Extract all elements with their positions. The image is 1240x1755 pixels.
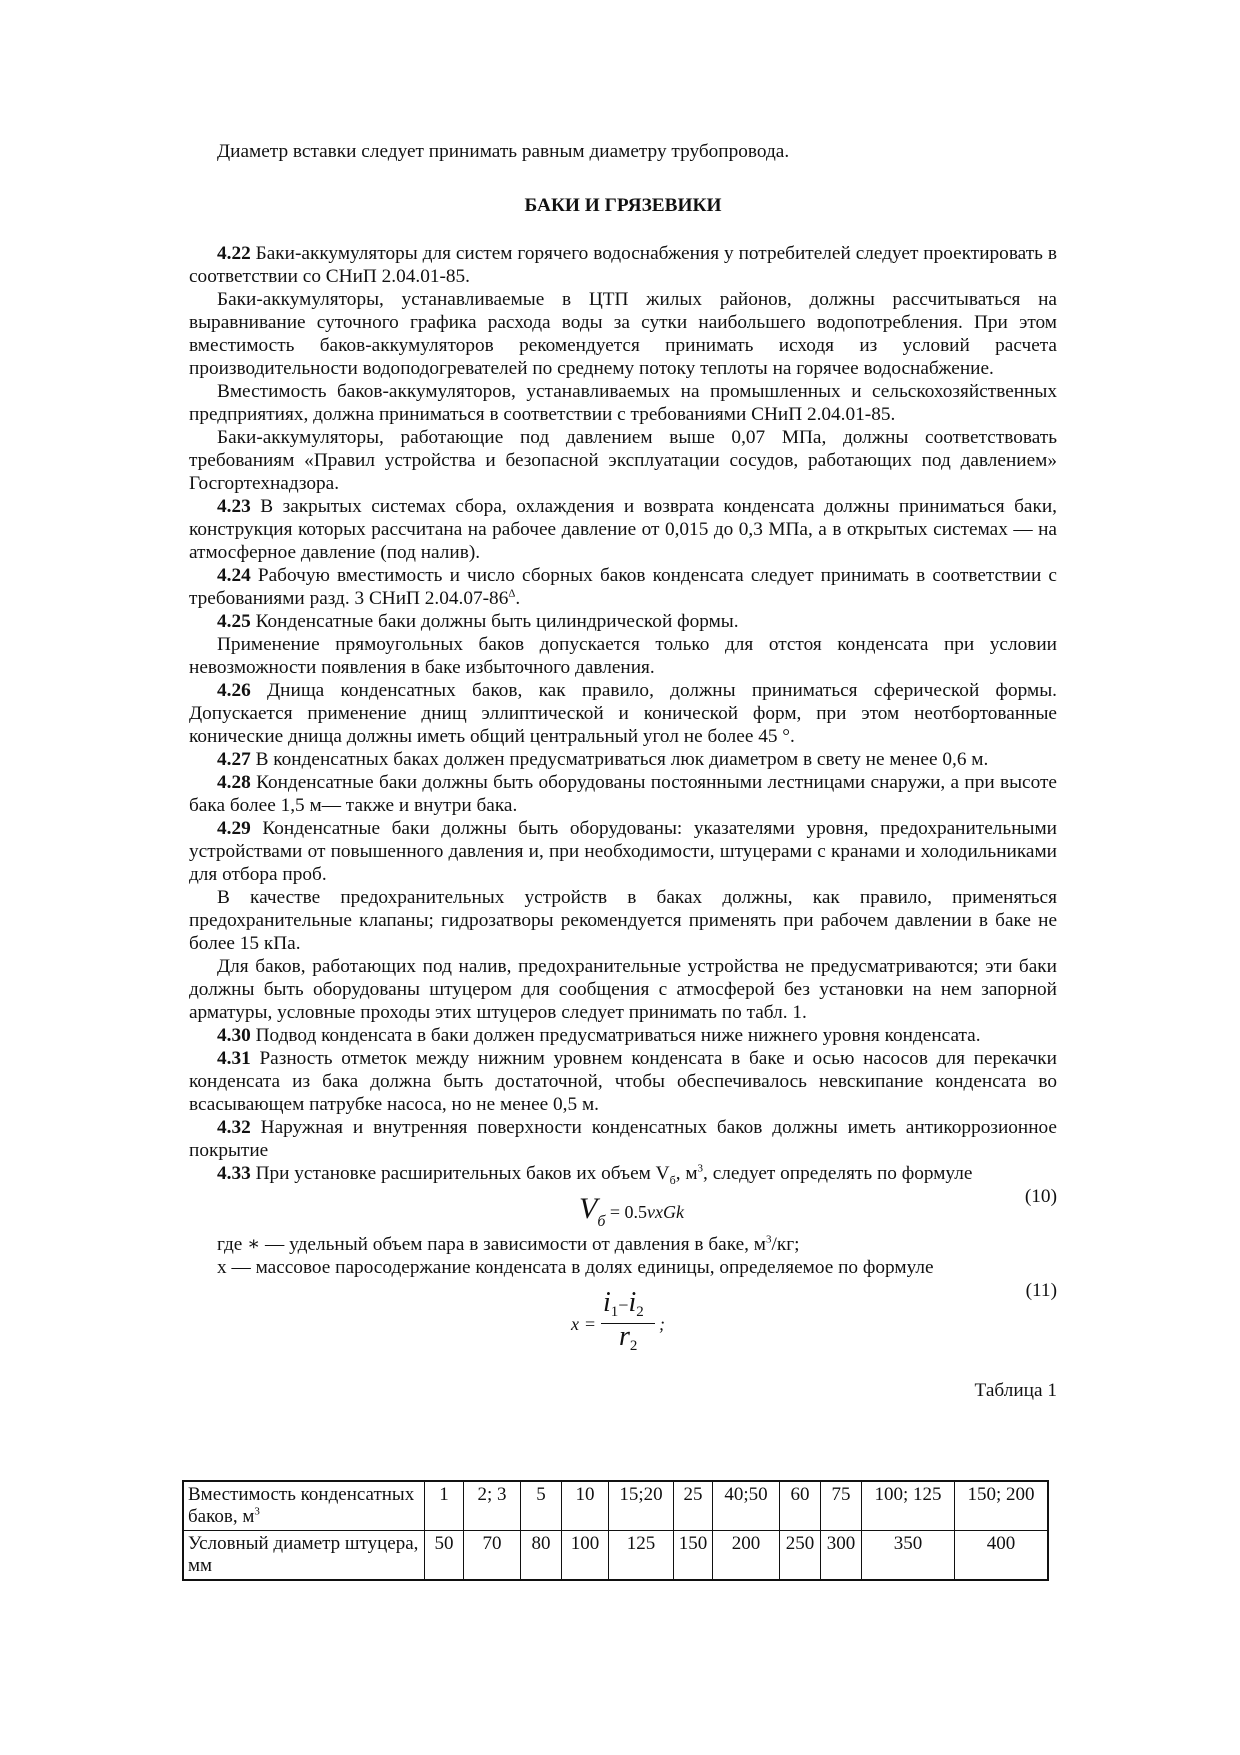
intro-paragraph: Диаметр вставки следует принимать равным диаметру трубопровода. <box>217 141 790 162</box>
para-text: В качестве предохранительных устройств в баках должны, как правило, применяться предохранительные клапаны; гидрозатворы рекомендуется применять при рабочем давлении в баке не более 15 кПа. <box>189 887 1057 954</box>
para-text: Баки-аккумуляторы, устанавливаемые в ЦТП жилых районов, должны рассчитываться на выравнивание суточного графика расхода воды за сутки наибольшего водопотребления. При этом вместимость баков-аккумуляторов рекомендуется принимать исходя из условий расчета производительности водоподогревателей по среднему потоку теплоты на горячее водоснабжение. <box>189 289 1057 379</box>
para-text: Конденсатные баки должны быть оборудованы: указателями уровня, предохранительными устройствами от повышенного давления и, при необходимости, штуцерами с кранами и холодильниками для отбора проб. <box>189 818 1057 885</box>
formula-volume <box>579 1192 684 1230</box>
equation-number: (11) <box>1025 1280 1057 1301</box>
formula-symbol: V <box>579 1192 598 1225</box>
clause-number: 4.23 <box>217 496 251 517</box>
table-cell: 40;50 <box>713 1481 780 1531</box>
formula-subscript: б <box>597 1213 606 1230</box>
clause-number: 4.24 <box>217 565 251 586</box>
table-1 <box>182 1480 1049 1581</box>
equation-number: (10) <box>1024 1186 1057 1207</box>
fraction-denominator <box>619 1321 638 1354</box>
para-text: Рабочую вместимость и число сборных баков конденсата следует принимать в соответствии с требованиями разд. 3 СНиП 2.04.07-86 <box>189 565 1057 609</box>
clause-number: 4.30 <box>217 1025 251 1046</box>
paragraph <box>189 288 1057 380</box>
clause-paragraph <box>189 679 1057 748</box>
superscript: 3 <box>254 1505 260 1518</box>
formula-variables: vxGk <box>647 1202 684 1222</box>
table-cell: 350 <box>862 1531 955 1581</box>
formula-symbol: i <box>628 1287 637 1318</box>
superscript: 3 <box>765 1233 772 1246</box>
paragraph-4-33 <box>189 1162 1057 1185</box>
para-text: , следует определять по формуле <box>703 1163 973 1184</box>
clause-paragraph <box>189 564 1057 610</box>
table-cell: 5 <box>521 1481 562 1531</box>
para-text: Конденсатные баки должны быть цилиндрической формы. <box>250 611 739 632</box>
table-cell: 50 <box>425 1531 464 1581</box>
table-cell: 25 <box>674 1481 713 1531</box>
clause-number: 4.25 <box>217 611 251 632</box>
table-cell: 15;20 <box>609 1481 674 1531</box>
paragraph <box>189 380 1057 426</box>
table-row <box>183 1531 1048 1581</box>
clause-paragraph <box>189 1116 1057 1162</box>
clause-paragraph <box>189 610 1057 633</box>
para-text: /кг; <box>771 1234 800 1255</box>
para-text: Баки-аккумуляторы, работающие под давлением выше 0,07 МПа, должны соответствовать требованиям «Правил устройства и безопасной эксплуатации сосудов, работающих под давлением» Госгортехнадзора. <box>189 427 1057 494</box>
superscript: Δ <box>508 587 516 600</box>
clause-number: 4.28 <box>217 772 251 793</box>
paragraph <box>189 886 1057 955</box>
table-cell: 150; 200 <box>955 1481 1049 1531</box>
table-cell: 125 <box>609 1531 674 1581</box>
table-cell: 100; 125 <box>862 1481 955 1531</box>
paragraph <box>189 955 1057 1024</box>
table-cell: 75 <box>821 1481 862 1531</box>
clause-number: 4.27 <box>217 749 251 770</box>
equation-10 <box>189 1185 1057 1230</box>
para-text: Подвод конденсата в баки должен предусматриваться ниже нижнего уровня конденсата. <box>250 1025 981 1046</box>
clause-paragraph <box>189 1047 1057 1116</box>
table-cell: 300 <box>821 1531 862 1581</box>
table-cell: 1 <box>425 1481 464 1531</box>
para-text: где ∗ — удельный объем пара в зависимости от давления в баке, м <box>217 1234 766 1255</box>
formula-symbol: r <box>619 1321 630 1352</box>
superscript: 3 <box>697 1162 704 1175</box>
table-cell: 60 <box>780 1481 821 1531</box>
formula-minus: − <box>618 1295 629 1315</box>
fraction-numerator <box>603 1287 644 1320</box>
row-header <box>183 1481 425 1531</box>
table-cell: 400 <box>955 1531 1049 1581</box>
clause-number: 4.26 <box>217 680 251 701</box>
clause-paragraph <box>189 1024 1057 1047</box>
para-text: Конденсатные баки должны быть оборудованы постоянными лестницами снаружи, а при высоте бака более 1,5 м— также и внутри бака. <box>189 772 1057 816</box>
para-text: , м <box>675 1163 698 1184</box>
where-line-1 <box>189 1233 1057 1256</box>
para-text: Для баков, работающих под налив, предохранительные устройства не предусматриваются; эти баки должны быть оборудованы штуцером для сообщения с атмосферой без установки на нем запорной арматуры, условные проходы этих штуцеров следует принимать по табл. 1. <box>189 956 1057 1023</box>
section-heading: БАКИ И ГРЯЗЕВИКИ <box>524 195 722 216</box>
para-text: В конденсатных баках должен предусматриваться люк диаметром в свету не менее 0,6 м. <box>250 749 989 770</box>
clause-number: 4.29 <box>217 818 251 839</box>
paragraph <box>189 426 1057 495</box>
table-cell: 70 <box>464 1531 521 1581</box>
table-cell: 2; 3 <box>464 1481 521 1531</box>
clause-paragraph <box>189 817 1057 886</box>
formula-subscript: 2 <box>629 1338 638 1354</box>
para-text: Наружная и внутренняя поверхности конденсатных баков должны иметь антикоррозионное покрытие <box>189 1117 1057 1161</box>
para-text: Применение прямоугольных баков допускается только для отстоя конденсата при условии невозможности появления в баке избыточного давления. <box>189 634 1057 678</box>
table-cell: 200 <box>713 1531 780 1581</box>
table-cell: 250 <box>780 1531 821 1581</box>
formula-equals: = <box>585 1314 596 1334</box>
formula-symbol: i <box>603 1287 611 1318</box>
formula-subscript: 2 <box>636 1304 644 1320</box>
clause-paragraph <box>189 748 1057 771</box>
clause-number: 4.32 <box>217 1117 251 1138</box>
para-text: При установке расширительных баков их объем V <box>250 1163 670 1184</box>
row-header: Условный диаметр штуцера, мм <box>183 1531 425 1581</box>
formula-semicolon: ; <box>659 1314 665 1334</box>
formula-symbol: x <box>571 1314 579 1334</box>
paragraphs <box>189 242 1057 1162</box>
clause-number: 4.22 <box>217 243 251 264</box>
clause-paragraph <box>189 771 1057 817</box>
table-cell: 150 <box>674 1531 713 1581</box>
row-header-text: Вместимость конденсатных баков, м <box>188 1484 415 1527</box>
table-caption: Таблица 1 <box>974 1380 1057 1401</box>
clause-paragraph <box>189 495 1057 564</box>
table-row <box>183 1481 1048 1531</box>
equation-11 <box>189 1279 1057 1354</box>
para-text: Разность отметок между нижним уровнем конденсата в баке и осью насосов для перекачки конденсата из бака должна быть достаточной, чтобы обеспечивалось невскипание конденсата во всасывающем патрубке насоса, но не менее 0,5 м. <box>189 1048 1057 1115</box>
table-cell: 80 <box>521 1531 562 1581</box>
table-cell: 10 <box>562 1481 609 1531</box>
para-text: В закрытых системах сбора, охлаждения и возврата конденсата должны приниматься баки, конструкция которых рассчитана на рабочее давление от 0,015 до 0,3 МПа, а в открытых системах — на атмосферное давление (под налив). <box>189 496 1057 563</box>
para-text: Днища конденсатных баков, как правило, должны приниматься сферической формы. Допускается применение днищ эллиптической и конической форм, при этом неотбортованные конические днища должны иметь общий центральный угол не более 45 °. <box>189 680 1057 747</box>
para-text: . <box>515 588 521 609</box>
formula-constant: = 0.5 <box>605 1202 648 1222</box>
para-text: Вместимость баков-аккумуляторов, устанавливаемых на промышленных и сельскохозяйственных предприятиях, должна приниматься в соответствии с требованиями СНиП 2.04.01-85. <box>189 381 1057 425</box>
clause-paragraph <box>189 242 1057 288</box>
formula-subscript: 1 <box>610 1304 619 1320</box>
clause-number: 4.31 <box>217 1048 251 1069</box>
paragraph <box>189 633 1057 679</box>
table-cell: 100 <box>562 1531 609 1581</box>
document-page <box>189 140 1057 1430</box>
subscript: б <box>669 1172 676 1187</box>
clause-number: 4.33 <box>217 1163 251 1184</box>
para-text: Баки-аккумуляторы для систем горячего водоснабжения у потребителей следует проектировать в соответствии со СНиП 2.04.01-85. <box>189 243 1057 287</box>
where-line-2: х — массовое паросодержание конденсата в долях единицы, определяемое по формуле <box>217 1257 934 1278</box>
